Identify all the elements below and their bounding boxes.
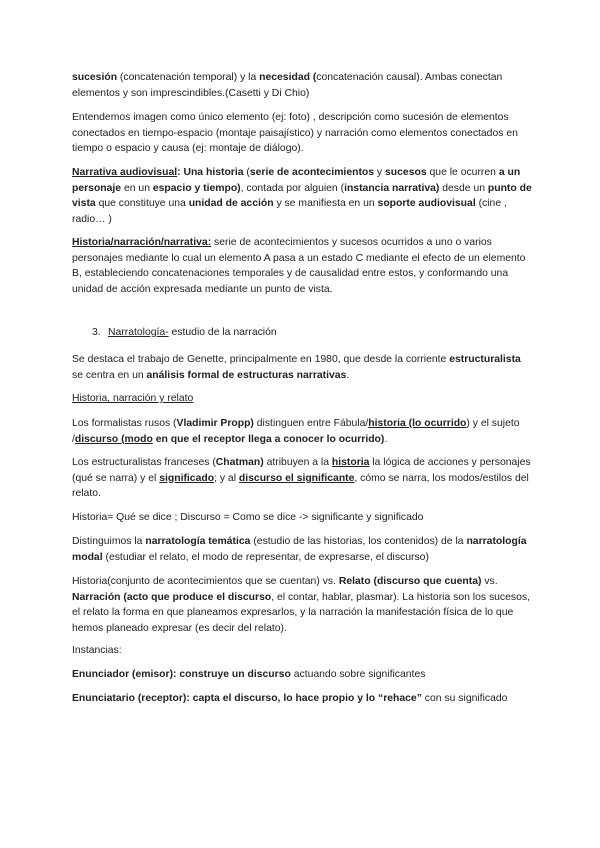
section-number: 3.: [92, 327, 101, 338]
paragraph-narratologias: Distinguimos la narratología temática (estudio de las historias, los contenidos) de la narratología modal (estudiar el relato, el modo de representar, de expresarse, el discurso): [72, 536, 527, 563]
paragraph-narrativa-audiovisual: Narrativa audiovisual: Una historia (serie de acontecimientos y sucesos que le ocurren a un personaje en un espacio y tiempo), contada por alguien (instancia narrativa) desde un punto de vista que constituye una unidad de acción y se manifiesta en un soporte audiovisual (cine , radio… ): [72, 167, 532, 225]
paragraph-historia-relato-narracion: Historia(conjunto de acontecimientos que se cuentan) vs. Relato (discurso que cuenta) vs. Narración (acto que produce el discurso, el contar, hablar, plasmar). La historia son los sucesos, el relato la forma en que planeamos expresarlos, y la narración la manifestación física de lo que hemos planeado expresar (es decir del relato).: [72, 576, 530, 634]
paragraph-imagen: Entendemos imagen como único elemento (ej: foto) , descripción como sucesión de elementos conectados en tiempo-espacio (montaje paisajístico) y narración como elementos conectados en tiempo o espacio y causa (ej: montaje de diálogo).: [72, 112, 518, 155]
paragraph-historia-discurso: Historia= Qué se dice ; Discurso = Como se dice -> significante y significado: [72, 512, 424, 523]
paragraph-enunciador: Enunciador (emisor): construye un discurso actuando sobre significantes: [72, 669, 426, 680]
paragraph-instancias: Instancias:: [72, 645, 122, 656]
subheading-historia-narracion-relato: Historia, narración y relato: [72, 393, 194, 404]
term-historia-narracion-narrativa: Historia/narración/narrativa:: [72, 237, 212, 248]
term-sucesion: sucesión: [72, 72, 118, 83]
paragraph-formalistas-rusos: Los formalistas rusos (Vladimir Propp) distinguen entre Fábula/historia (lo ocurrido) y el sujeto /discurso (modo en que el receptor llega a conocer lo ocurrido).: [72, 418, 520, 445]
paragraph-historia-narracion: Historia/narración/narrativa: serie de acontecimientos y sucesos ocurridos a uno o varios personajes mediante lo cual un elemento A pasa a un estado C mediante el efecto de un elemento B, estableciendo concatenaciones temporales y de causalidad entre estos, y conformando una unidad de acción expresada mediante un punto de vista.: [72, 237, 526, 295]
term-necesidad: necesidad (: [259, 72, 317, 83]
section-title: Narratología-: [108, 327, 169, 338]
paragraph-enunciatario: Enunciatario (receptor): capta el discurso, lo hace propio y lo “rehace” con su significado: [72, 693, 508, 704]
section-heading-narratologia: 3. Narratología- estudio de la narración: [92, 325, 277, 341]
paragraph-sucesion: sucesión (concatenación temporal) y la necesidad (concatenación causal). Ambas conectan elementos y son imprescindibles.(Casetti y Di Chio): [72, 72, 503, 99]
paragraph-estructuralistas: Los estructuralistas franceses (Chatman) atribuyen a la historia la lógica de acciones y personajes (qué se narra) y el significado; y al discurso el significante, cómo se narra, los modos/estilos del relato.: [72, 457, 531, 500]
term-narrativa-audiovisual: Narrativa audiovisual: [72, 167, 178, 178]
paragraph-genette: Se destaca el trabajo de Genette, principalmente en 1980, que desde la corriente estructuralista se centra en un análisis formal de estructuras narrativas.: [72, 354, 521, 381]
